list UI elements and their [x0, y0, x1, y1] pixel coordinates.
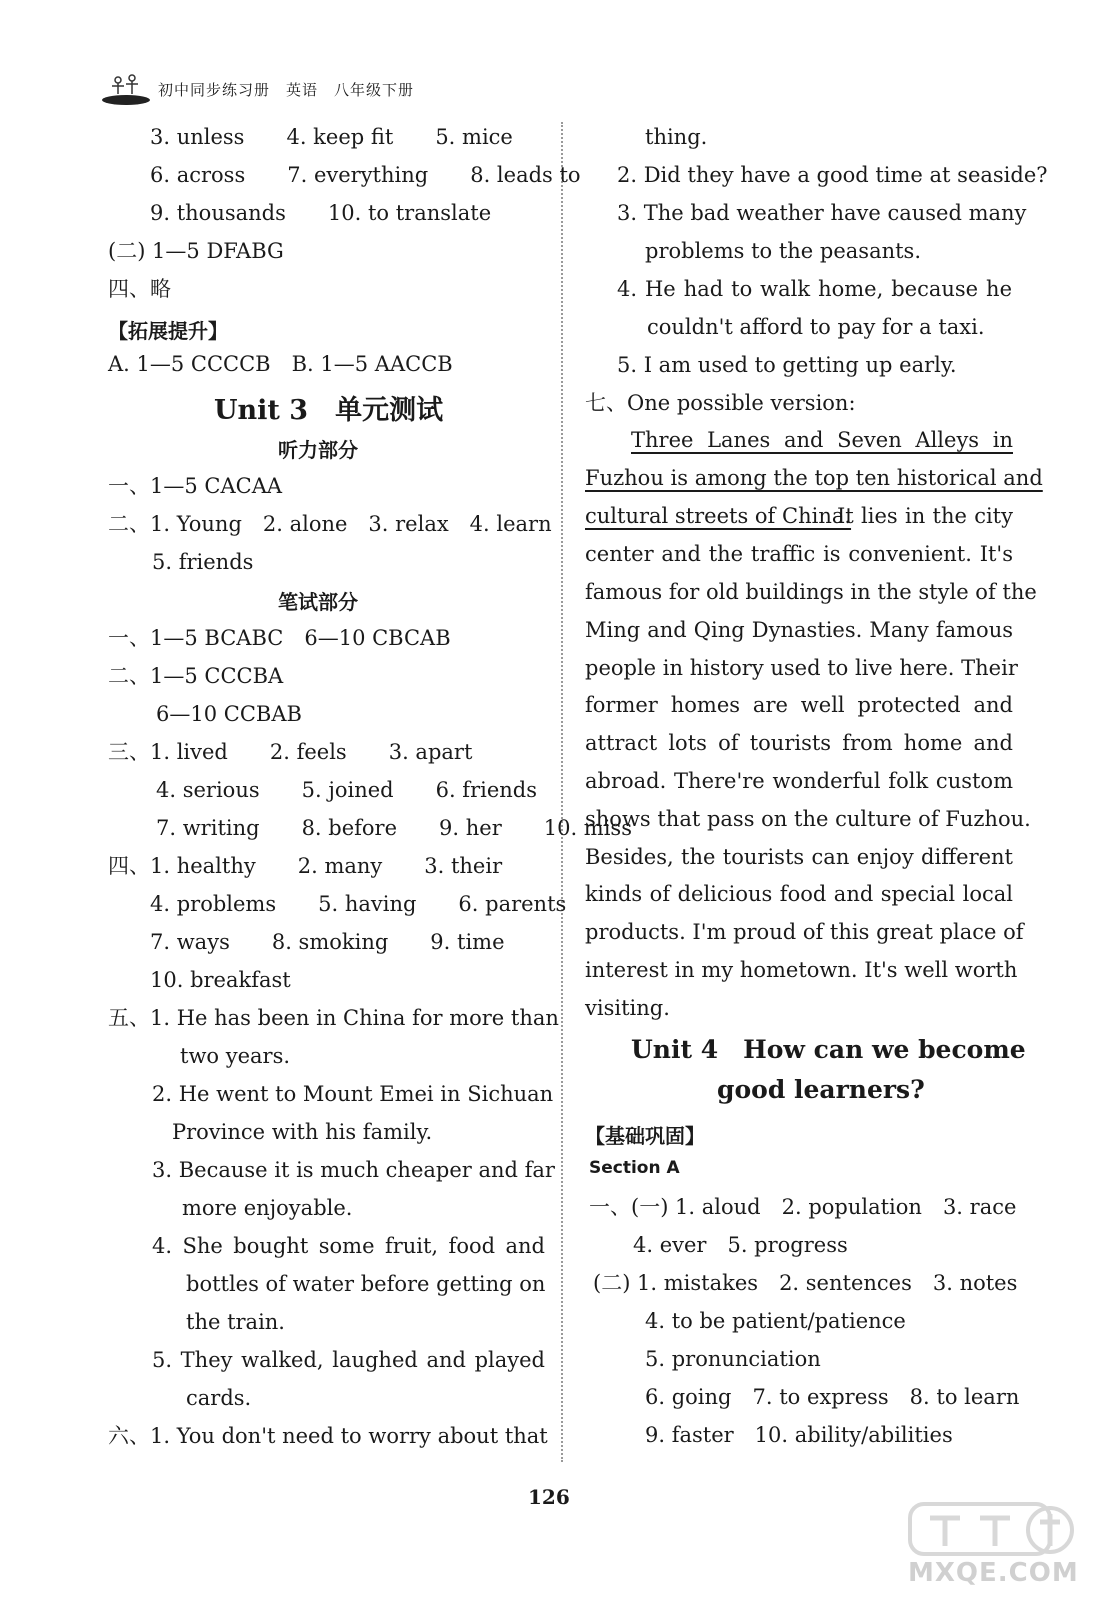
essay-line: It lies in the city: [837, 504, 1013, 528]
answer-line: 4. ever 5. progress: [633, 1233, 848, 1257]
essay-line: Besides, the tourists can enjoy different: [585, 845, 1013, 869]
answer-line: 4. He had to walk home, because he: [617, 277, 1012, 301]
answer-line: 10. breakfast: [150, 968, 291, 992]
essay-line: famous for old buildings in the style of the: [585, 580, 1037, 604]
essay-line: shows that pass on the culture of Fuzhou.: [585, 807, 1031, 831]
answer-line: 二、1. Young 2. alone 3. relax 4. learn: [108, 512, 552, 536]
answer-line: 6—10 CCBAB: [156, 702, 302, 726]
answer-line: 三、1. lived 2. feels 3. apart: [108, 740, 473, 764]
page-header: [100, 72, 414, 106]
essay-line: visiting.: [585, 996, 670, 1020]
answer-line: 2. He went to Mount Emei in Sichuan: [152, 1082, 554, 1106]
answer-line: cards.: [186, 1386, 252, 1410]
answer-line: more enjoyable.: [182, 1196, 353, 1220]
essay-line: people in history used to live here. Their: [585, 656, 1018, 680]
answer-line: 一、1—5 CACAA: [108, 474, 283, 498]
essay-line: Ming and Qing Dynasties. Many famous: [585, 618, 1013, 642]
answer-line: 7. writing 8. before 9. her 10. miss: [156, 816, 632, 840]
answer-line: 6. going 7. to express 8. to learn: [645, 1385, 1020, 1409]
answer-line: 四、略: [108, 277, 171, 301]
publisher-logo-icon: [100, 72, 152, 106]
answer-line: 9. thousands 10. to translate: [150, 201, 492, 225]
answer-line: (二) 1—5 DFABG: [108, 239, 284, 263]
answer-line: thing.: [645, 125, 708, 149]
answer-line: 5. I am used to getting up early.: [617, 353, 957, 377]
header-title: 初中同步练习册 英语 八年级下册: [158, 80, 415, 99]
answer-line: bottles of water before getting on: [186, 1272, 546, 1296]
answer-line: 2. Did they have a good time at seaside?: [617, 163, 1048, 187]
answer-line: the train.: [186, 1310, 285, 1334]
answer-line: couldn't afford to pay for a taxi.: [647, 315, 985, 339]
answer-line: 五、1. He has been in China for more than: [108, 1006, 559, 1030]
essay-line: attract lots of tourists from home and: [585, 731, 1013, 755]
answer-line: A. 1—5 CCCCB B. 1—5 AACCB: [108, 352, 453, 376]
section-label: 【基础巩固】: [585, 1124, 705, 1148]
essay-line: interest in my hometown. It's well worth: [585, 958, 1018, 982]
answer-line: 3. Because it is much cheaper and far: [152, 1158, 555, 1182]
answer-line: problems to the peasants.: [645, 239, 922, 263]
answer-line: 4. She bought some fruit, food and: [152, 1234, 545, 1258]
answer-line: 9. faster 10. ability/abilities: [645, 1423, 953, 1447]
answer-line: 7. ways 8. smoking 9. time: [150, 930, 505, 954]
answer-line: (二) 1. mistakes 2. sentences 3. notes: [593, 1271, 1018, 1295]
essay-line: center and the traffic is convenient. It's: [585, 542, 1013, 566]
subheading: 笔试部分: [278, 590, 358, 614]
column-divider: [561, 122, 563, 1462]
essay-line: kinds of delicious food and special local: [585, 882, 1013, 906]
answer-line: two years.: [180, 1044, 291, 1068]
answer-line: 一、(一) 1. aloud 2. population 3. race: [589, 1195, 1017, 1219]
answer-line: 六、1. You don't need to worry about that: [108, 1424, 548, 1448]
answer-line: 5. pronunciation: [645, 1347, 821, 1371]
unit-heading: Unit 3 单元测试: [214, 395, 444, 426]
answer-line: 6. across 7. everything 8. leads to: [150, 163, 581, 187]
answer-line: 七、One possible version:: [585, 391, 856, 415]
unit-heading: good learners?: [717, 1075, 925, 1104]
answer-line: 4. serious 5. joined 6. friends: [156, 778, 538, 802]
answer-line: Province with his family.: [172, 1120, 433, 1144]
answer-line: 四、1. healthy 2. many 3. their: [108, 854, 503, 878]
subheading: 听力部分: [278, 438, 358, 462]
answer-line: 3. The bad weather have caused many: [617, 201, 1027, 225]
essay-line: products. I'm proud of this great place of: [585, 920, 1024, 944]
watermark-logo: [900, 1500, 1080, 1595]
answer-line: 一、1—5 BCABC 6—10 CBCAB: [108, 626, 451, 650]
answer-line: 4. problems 5. having 6. parents: [150, 892, 567, 916]
answer-line: 5. They walked, laughed and played: [152, 1348, 545, 1372]
page-number: 126: [528, 1485, 570, 1509]
section-label: 【拓展提升】: [108, 319, 228, 343]
essay-line: cultural streets of China.: [585, 504, 852, 528]
section-label: Section A: [589, 1158, 680, 1178]
watermark-text: MXQE.COM: [908, 1558, 1079, 1588]
essay-line: former homes are well protected and: [585, 693, 1013, 717]
unit-heading: Unit 4 How can we become: [631, 1035, 1026, 1064]
answer-line: 二、1—5 CCCBA: [108, 664, 284, 688]
answer-line: 5. friends: [152, 550, 254, 574]
answer-line: 3. unless 4. keep fit 5. mice: [150, 125, 513, 149]
essay-line: abroad. There're wonderful folk custom: [585, 769, 1013, 793]
essay-line: Fuzhou is among the top ten historical and: [585, 466, 1043, 490]
answer-line: 4. to be patient/patience: [645, 1309, 906, 1333]
essay-line: Three Lanes and Seven Alleys in: [631, 428, 1013, 452]
